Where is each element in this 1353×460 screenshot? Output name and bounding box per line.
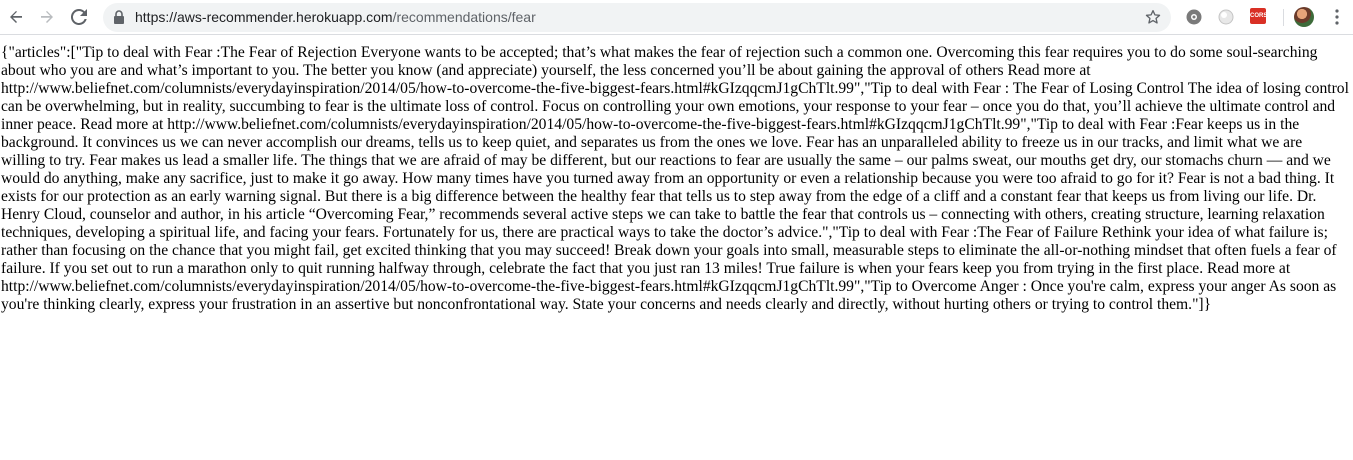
json-response-text: {"articles":["Tip to deal with Fear :The Fear of Rejection Everyone wants to be accepted; that’s what makes the fear of rejection such a common one. Overcoming this fear requires you to do some soul-searching about who you are and what’s important to you. The better you know (and appreciate) yourself, the less concerned you’ll be about gaining the approval of others Read more at http://www.beliefnet.com/columnists/everydayinspiration/2014/05/how-to-overcome-the-five-biggest-fears.html#kGIzqqcmJ1gChTlt.99","Tip to deal with Fear : The Fear of Losing Control The idea of losing control can be overwhelming, but in reality, succumbing to fear is the ultimate loss of control. Focus on controlling your own emotions, your response to your fear – once you do that, you’ll achieve the ultimate control and inner peace. Read more at http://www.beliefnet.com/columnists/everydayinspiration/2014/05/how-to-overcome-the-five-biggest-fears.html#kGIzqqcmJ1gChTlt.99","Tip to deal with Fear :Fear keeps us in the background. It convinces us we can never accomplish our dreams, tells us to keep quiet, and separates us from the ones we love. Fear has an unparalleled ability to freeze us in our tracks, and limit what we are willing to try. Fear makes us lead a smaller life. The things that we are afraid of may be different, but our reactions to fear are usually the same – our palms sweat, our mouths get dry, our stomachs churn — and we would do anything, make any sacrifice, just to make it go away. How many times have you turned away from an opportunity or even a relationship because you were too afraid to go for it? Fear is not a bad thing. It exists for our protection as an early warning signal. But there is a big difference between the healthy fear that tells us to step away from the edge of a cliff and a constant fear that keeps us from living our life. Dr. Henry Cloud, counselor and author, in his article “Overcoming Fear,” recommends several active steps we can take to battle the fear that controls us – connecting with others, creating structure, learning relaxation techniques, developing a spiritual life, and facing your fears. Fortunately for us, there are practical ways to take the doctor’s advice.","Tip to deal with Fear :The Fear of Failure Rethink your idea of what failure is; rather than focusing on the chance that you might fail, get excited thinking that you may succeed! Break down your goals into small, measurable steps to eliminate the all-or-nothing mindset that often fuels a fear of failure. If you set out to run a marathon only to quit running halfway through, celebrate the fact that you just ran 13 miles! True failure is when your fears keep you from trying in the first place. Read more at http://www.beliefnet.com/columnists/everydayinspiration/2014/05/how-to-overcome-the-five-biggest-fears.html#kGIzqqcmJ1gChTlt.99","Tip to Overcome Anger : Once you're calm, express your anger As soon as you're thinking clearly, express your frustration in an assertive but nonconfrontational way. State your concerns and needs clearly and directly, without hurting others or trying to control them."]} [1, 44, 1349, 313]
lock-icon [113, 10, 125, 24]
reload-icon [71, 9, 87, 25]
extension-gear-icon [1185, 8, 1203, 26]
forward-icon [39, 9, 55, 25]
url-host: https://aws-recommender.herokuapp.com [135, 9, 393, 25]
avatar[interactable] [1294, 7, 1314, 27]
extension-circle-icon [1217, 8, 1235, 26]
back-button[interactable] [5, 6, 27, 28]
star-icon[interactable] [1145, 9, 1161, 25]
url-text [135, 9, 536, 26]
reload-button[interactable] [68, 6, 90, 28]
menu-icon [1335, 9, 1339, 25]
browser-toolbar [0, 0, 1353, 35]
url-path: /recommendations/fear [392, 9, 536, 25]
toolbar-divider [1283, 9, 1284, 26]
menu-button[interactable] [1326, 6, 1348, 28]
extension-cors-icon: CORS [1250, 8, 1266, 24]
forward-button[interactable] [36, 6, 58, 28]
extension-circle-button[interactable] [1217, 8, 1235, 26]
extension-gear-button[interactable] [1185, 8, 1203, 26]
extension-cors-button[interactable] [1250, 8, 1268, 26]
back-icon [8, 9, 24, 25]
address-bar[interactable] [103, 3, 1171, 32]
